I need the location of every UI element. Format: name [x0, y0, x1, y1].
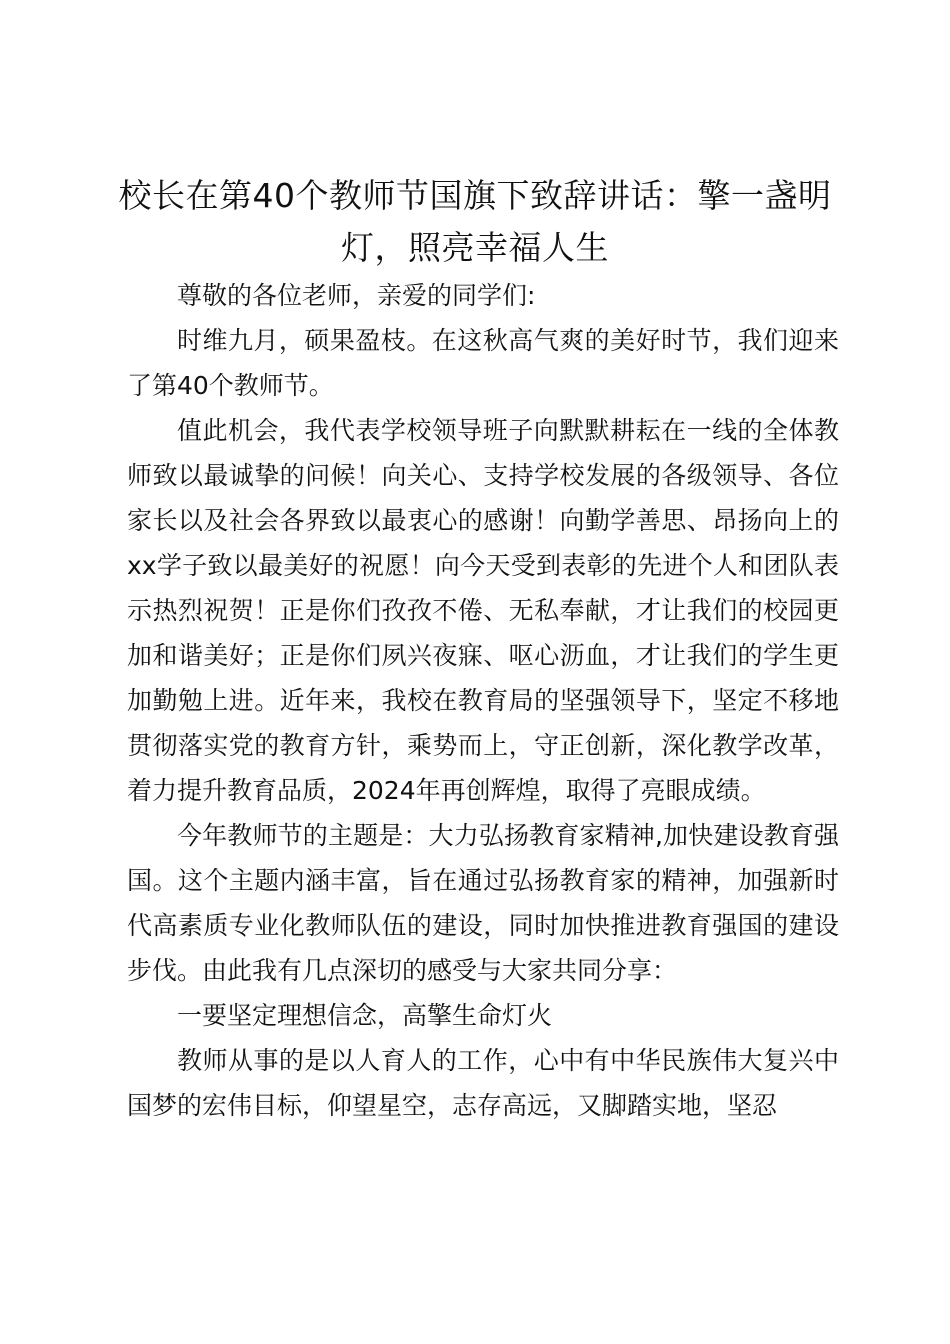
document-title: 校长在第40个教师节国旗下致辞讲话：擎一盏明灯，照亮幸福人生: [118, 176, 832, 267]
body-paragraph: 今年教师节的主题是：大力弘扬教育家精神,加快建设教育强国。这个主题内涵丰富，旨在通过弘扬教育家的精神，加强新时代高素质专业化教师队伍的建设，同时加快推进教育强国的建设步伐。由此我有几点深切的感受与大家共同分享：: [127, 821, 839, 985]
body-paragraph: 时维九月，硕果盈枝。在这秋高气爽的美好时节，我们迎来了第40个教师节。: [127, 326, 839, 400]
body-paragraph: 教师从事的是以人育人的工作，心中有中华民族伟大复兴中国梦的宏伟目标，仰望星空，志存高远，又脚踏实地，坚忍: [127, 1046, 839, 1120]
section-heading: 一要坚定理想信念，高擎生命灯火: [177, 1001, 553, 1030]
document-body: [127, 273, 839, 1128]
greeting-paragraph: 尊敬的各位老师，亲爱的同学们:: [177, 281, 536, 310]
body-paragraph: 值此机会，我代表学校领导班子向默默耕耘在一线的全体教师致以最诚挚的问候！向关心、支持学校发展的各级领导、各位家长以及社会各界致以最衷心的感谢！向勤学善思、昂扬向上的xx学子致以最美好的祝愿！向今天受到表彰的先进个人和团队表示热烈祝贺！正是你们孜孜不倦、无私奉献，才让我们的校园更加和谐美好；正是你们夙兴夜寐、呕心沥血，才让我们的学生更加勤勉上进。近年来，我校在教育局的坚强领导下，坚定不移地贯彻落实党的教育方针，乘势而上，守正创新，深化教学改革，着力提升教育品质，2024年再创辉煌，取得了亮眼成绩。: [127, 416, 839, 805]
